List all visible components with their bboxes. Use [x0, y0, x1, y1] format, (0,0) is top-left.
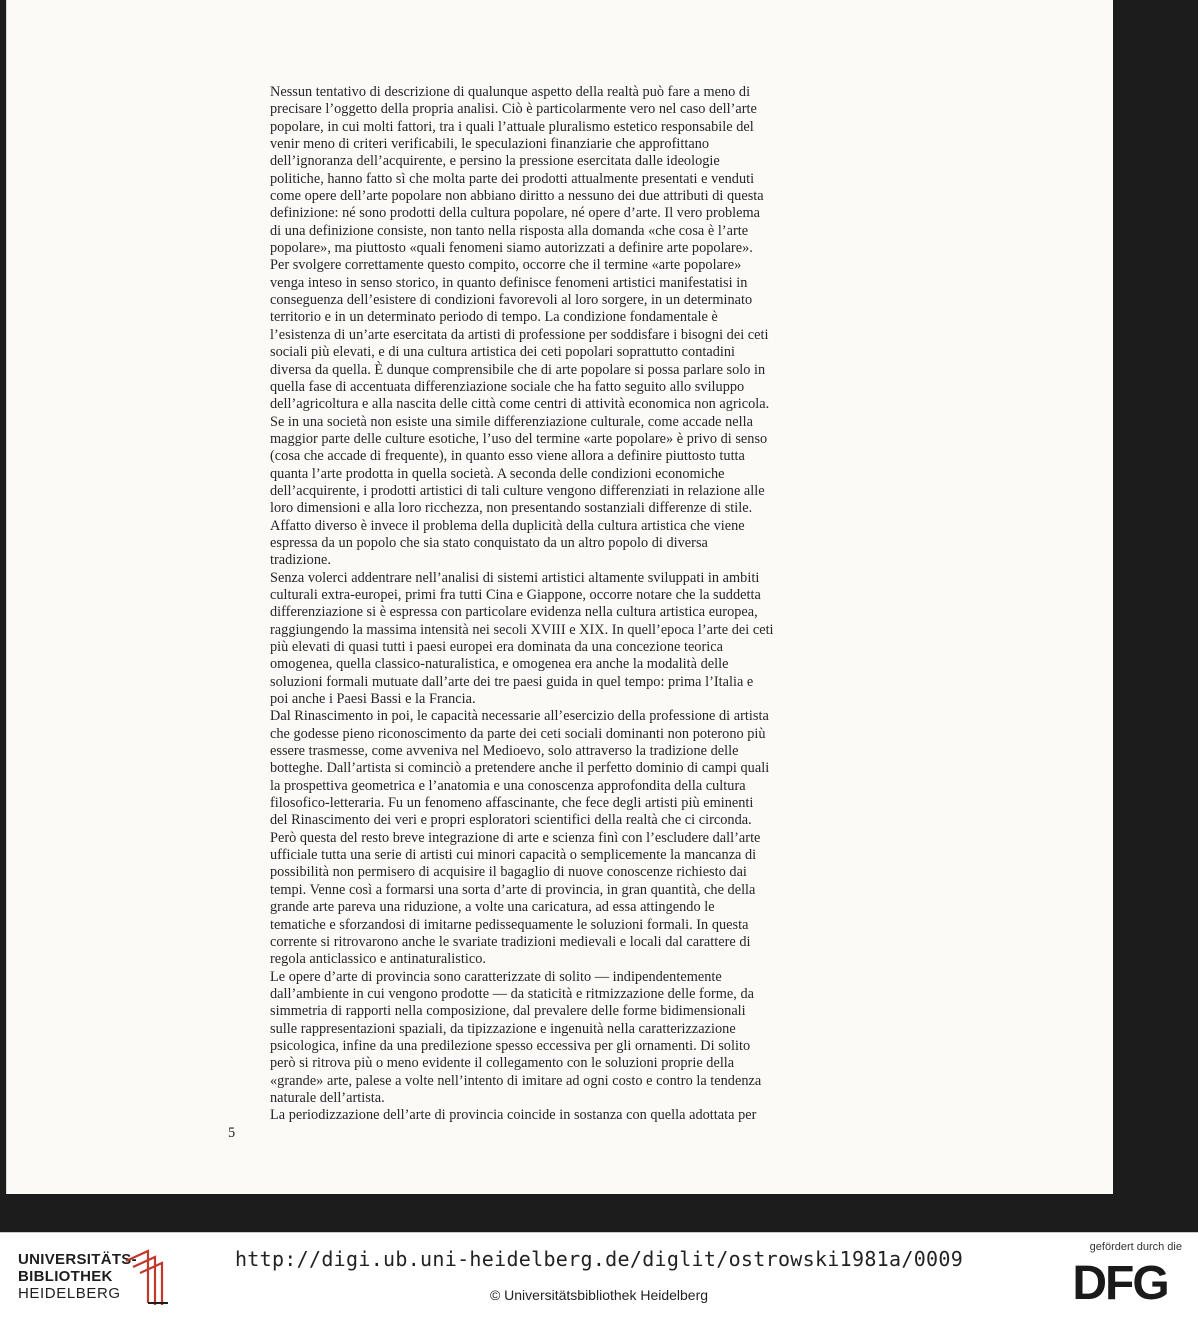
logo-line-universitaets: UNIVERSITÄTS-	[18, 1251, 137, 1268]
text-line: quanta l’arte prodotta in quella società. A seconda delle condizioni economiche	[270, 465, 725, 482]
text-line: psicologica, infine da una predilezione spesso eccessiva per gli ornamenti. Di solito	[270, 1037, 751, 1054]
text-line: corrente si ritrovarono anche le svariate tradizioni medievali e locali dal carattere di	[270, 933, 751, 950]
text-line: poi anche i Paesi Bassi e la Francia.	[270, 691, 476, 708]
text-line: popolare, in cui molti fattori, tra i quali l’attuale pluralismo estetico responsabile del	[270, 118, 754, 135]
text-line: tematiche e sforzandosi di imitarne pedissequamente le soluzioni formali. In questa	[270, 916, 749, 933]
text-line: filosofico-letteraria. Fu un fenomeno affascinante, che fece degli artisti più eminenti	[270, 795, 754, 812]
text-line: la prospettiva geometrica e l’anatomia e una conoscenza approfondita della cultura	[270, 777, 746, 794]
body-text	[270, 84, 840, 1125]
text-line: Se in una società non esiste una simile differenziazione culturale, come accade nella	[270, 413, 753, 430]
copyright-notice: © Universitätsbibliothek Heidelberg	[489, 1287, 709, 1303]
text-line: «grande» arte, palese a volte nell’intento di imitare ad ogni costo e contro la tendenza	[270, 1072, 762, 1089]
text-line: dell’agricoltura e alla nascita delle città come centri di attività economica non agricola.	[270, 396, 770, 413]
text-line: differenziazione si è espressa con particolare evidenza nella cultura artistica europea,	[270, 604, 758, 621]
book-page	[6, 0, 1113, 1194]
text-line: Nessun tentativo di descrizione di qualunque aspetto della realtà può fare a meno di	[270, 84, 751, 100]
text-line: essere trasmesse, come avveniva nel Medioevo, solo attraverso la tradizione delle	[270, 743, 739, 760]
text-line: sulle rappresentazioni spaziali, da tipizzazione e ingenuità nella caratterizzazione	[270, 1020, 736, 1037]
text-line: venir meno di criteri verificabili, le speculazioni finanziarie che approfittano	[270, 136, 710, 153]
text-line: loro dimensioni e alla loro ricchezza, non presentando sostanziali differenze di stile.	[270, 500, 753, 517]
text-line: conseguenza dell’esistere di condizioni favorevoli al loro sorgere, in un determinato	[270, 292, 753, 309]
text-line: grande arte pareva una riduzione, a volte una caricatura, ad essa attingendo le	[270, 899, 715, 916]
text-line: definizione: né sono prodotti della cultura popolare, né opere d’arte. Il vero problema	[270, 205, 761, 222]
text-line: che godesse pieno riconoscimento da parte dei ceti sociali dominanti non poterono più	[270, 725, 766, 742]
text-line: precisare l’oggetto della propria analisi. Ciò è particolarmente vero nel caso dell’arte	[270, 101, 757, 118]
text-line: diversa da quella. È dunque comprensibile che di arte popolare si possa parlare solo in	[270, 361, 766, 378]
text-line: dall’ambiente in cui vengono prodotte — da staticità e ritmizzazione delle forme, da	[270, 985, 755, 1002]
text-line: simmetria di rapporti nella composizione, dal prevalere delle forme bidimensionali	[270, 1003, 746, 1020]
text-line: maggior parte delle culture esotiche, l’uso del termine «arte popolare» è privo di senso	[270, 430, 768, 447]
sponsor-caption: gefördert durch die	[1089, 1241, 1182, 1253]
text-line: quella fase di accentuata differenziazione sociale che ha fatto seguito allo sviluppo	[270, 378, 745, 395]
footer-bar	[0, 1232, 1198, 1317]
text-line: venga inteso in senso storico, in quanto definisce fenomeni artistici manifestatisi in	[270, 274, 748, 291]
text-line: naturale dell’artista.	[270, 1089, 385, 1106]
text-line: territorio e in un determinato periodo di tempo. La condizione fondamentale è	[270, 309, 718, 326]
text-line: Le opere d’arte di provincia sono caratterizzate di solito — indipendentemente	[270, 968, 722, 985]
text-line: soluzioni formali mutuate dall’arte dei tre paesi guida in quel tempo: prima l’Italia e	[270, 673, 754, 690]
text-line: tempi. Venne così a formarsi una sorta d’arte di provincia, in gran quantità, che della	[270, 881, 756, 898]
text-line: tradizione.	[270, 552, 331, 569]
text-line: ufficiale tutta una serie di artisti cui minori capacità o semplicemente la mancanza di	[270, 847, 757, 864]
logo-line-heidelberg: HEIDELBERG	[18, 1285, 121, 1302]
text-line: dell’acquirente, i prodotti artistici di tali culture vengono differenziati in relazione alle	[270, 482, 765, 499]
text-line: Per svolgere correttamente questo compito, occorre che il termine «arte popolare»	[270, 257, 742, 274]
text-line: Senza volerci addentrare nell’analisi di sistemi artistici altamente sviluppati in ambiti	[270, 569, 760, 586]
logo-line-bibliothek: BIBLIOTHEK	[18, 1268, 113, 1285]
text-line: Dal Rinascimento in poi, le capacità necessarie all’esercizio della professione di artista	[270, 708, 769, 725]
text-line: botteghe. Dall’artista si cominciò a pretendere anche il perfetto dominio di campi quali	[270, 760, 770, 777]
page-number: 5	[228, 1125, 236, 1141]
text-line: dell’ignoranza dell’acquirente, e persino la pressione esercitata dalle ideologie	[270, 153, 720, 170]
text-line: possibilità non permisero di acquisire il bagaglio di nuove conoscenze richiesto dai	[270, 864, 747, 881]
text-line: espressa da un popolo che sia stato conquistato da un altro popolo di diversa	[270, 534, 708, 551]
text-line: però si ritrova più o meno evidente il collegamento con le soluzioni proprie della	[270, 1055, 735, 1072]
text-line: di una definizione consiste, non tanto nella risposta alla domanda «che cosa è l’arte	[270, 222, 749, 239]
text-line: La periodizzazione dell’arte di provincia coincide in sostanza con quella adottata per	[270, 1107, 757, 1124]
text-line: omogenea, quella classico-naturalistica, e omogenea era anche la modalità delle	[270, 656, 729, 673]
text-line: Affatto diverso è invece il problema della duplicità della cultura artistica che viene	[270, 517, 745, 534]
page-url-link[interactable]: http://digi.ub.uni-heidelberg.de/diglit/ostrowski1981a/0009	[234, 1247, 964, 1271]
text-line: raggiungendo la massima intensità nei secoli XVIII e XIX. In quell’epoca l’arte dei ceti	[270, 621, 774, 638]
text-line: Però questa del resto breve integrazione di arte e scienza finì con l’escludere dall’arte	[270, 829, 761, 846]
text-line: l’esistenza di un’arte esercitata da artisti di professione per soddisfare i bisogni dei ceti	[270, 326, 769, 343]
text-line: sociali più elevati, e di una cultura artistica dei ceti popolari soprattutto contadini	[270, 344, 736, 361]
text-line: culturali extra-europei, primi fra tutti Cina e Giappone, occorre notare che la suddetta	[270, 586, 761, 603]
text-line: più elevati di quasi tutti i paesi europei era dominata da una concezione teorica	[270, 639, 723, 655]
text-line: del Rinascimento dei veri e propri esploratori scientifici della realtà che ci circonda.	[270, 812, 752, 829]
dfg-logo-text: DFG	[1072, 1259, 1168, 1303]
dfg-logo-icon	[1062, 1259, 1178, 1303]
text-line: come opere dell’arte popolare non abbiano diritto a nessuno dei due attributi di questa	[270, 188, 764, 205]
dfg-sponsor[interactable]	[1062, 1241, 1182, 1311]
text-line: politiche, hanno fatto sì che molta parte dei prodotti attualmente presentati e venduti	[270, 170, 755, 187]
text-line: (cosa che accade di frequente), in quanto esso viene allora a definire piuttosto tutta	[270, 448, 745, 465]
text-line: regola anticlassico e antinaturalistico.	[270, 951, 486, 968]
text-line: popolare», ma piuttosto «quali fenomeni siamo autorizzati a definire arte popolare».	[270, 240, 753, 257]
